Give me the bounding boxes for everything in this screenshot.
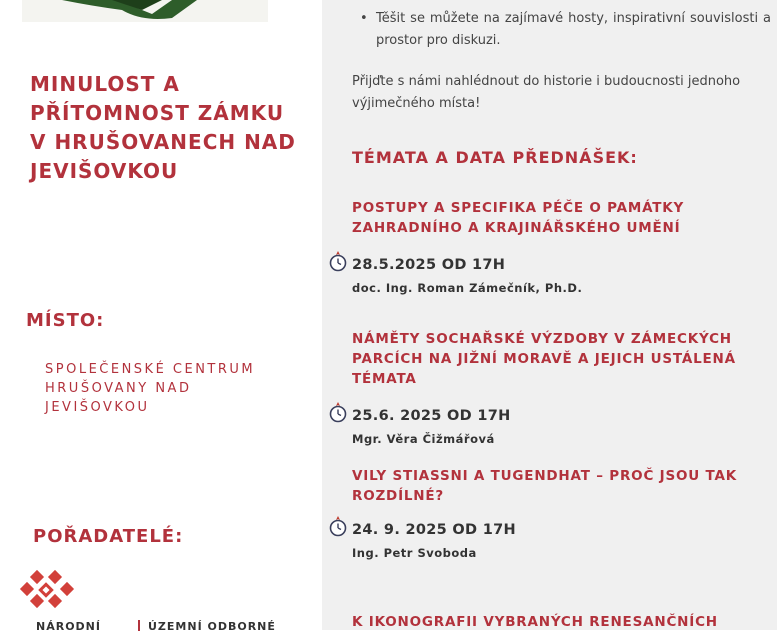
bullet-item [360,8,771,52]
left-panel [0,0,322,633]
organizer-divider [138,620,140,631]
talk-title: K IKONOGRAFII VYBRANÝCH RENESANČNÍCH [352,614,718,630]
venue-text: SPOLEČENSKÉ CENTRUM HRUŠOVANY NAD JEVIŠOVKOU [45,362,256,415]
talk-title: VILY STIASSNI A TUGENDHAT – PROČ JSOU TAK ROZDÍLNÉ? [352,468,738,504]
clock-icon [329,401,347,423]
clock-icon [329,250,347,272]
organizer-name-1: NÁRODNÍ [36,620,101,633]
header-photo [22,0,268,22]
organizers-label: POŘADATELÉ: [33,526,184,547]
talk-title: NÁMĚTY SOCHAŘSKÉ VÝZDOBY V ZÁMECKÝCH PARCÍCH NA JIŽNÍ MORAVĚ A JEJICH USTÁLENÁ TÉMATA [352,331,736,387]
invite-text: Přijďte s námi nahlédnout do historie i budoucnosti jednoho výjimečného místa! [352,74,741,111]
talk-date: 28.5.2025 OD 17H [352,257,506,273]
talk-date: 24. 9. 2025 OD 17H [352,522,516,538]
place-label: MÍSTO: [26,310,105,331]
talk-title: POSTUPY A SPECIFIKA PÉČE O PAMÁTKY ZAHRADNÍHO A KRAJINÁŘSKÉHO UMĚNÍ [352,200,685,236]
logo-mark [18,568,86,614]
topics-heading: TÉMATA A DATA PŘEDNÁŠEK: [352,148,638,167]
bullet-text: • Těšit se můžete na zajímavé hosty, inspirativní souvislosti a prostor pro diskuzi. [376,11,771,48]
event-title: MINULOST A PŘÍTOMNOST ZÁMKU V HRUŠOVANECH NAD JEVIŠOVKOU [30,72,296,183]
talk-speaker: Mgr. Věra Čižmářová [352,432,495,446]
organizer-name-2: ÚZEMNÍ ODBORNÉ [148,620,276,633]
talk-speaker: doc. Ing. Roman Zámečník, Ph.D. [352,281,583,295]
talk-speaker: Ing. Petr Svoboda [352,546,477,560]
clock-icon [329,515,347,537]
talk-date: 25.6. 2025 OD 17H [352,408,511,424]
